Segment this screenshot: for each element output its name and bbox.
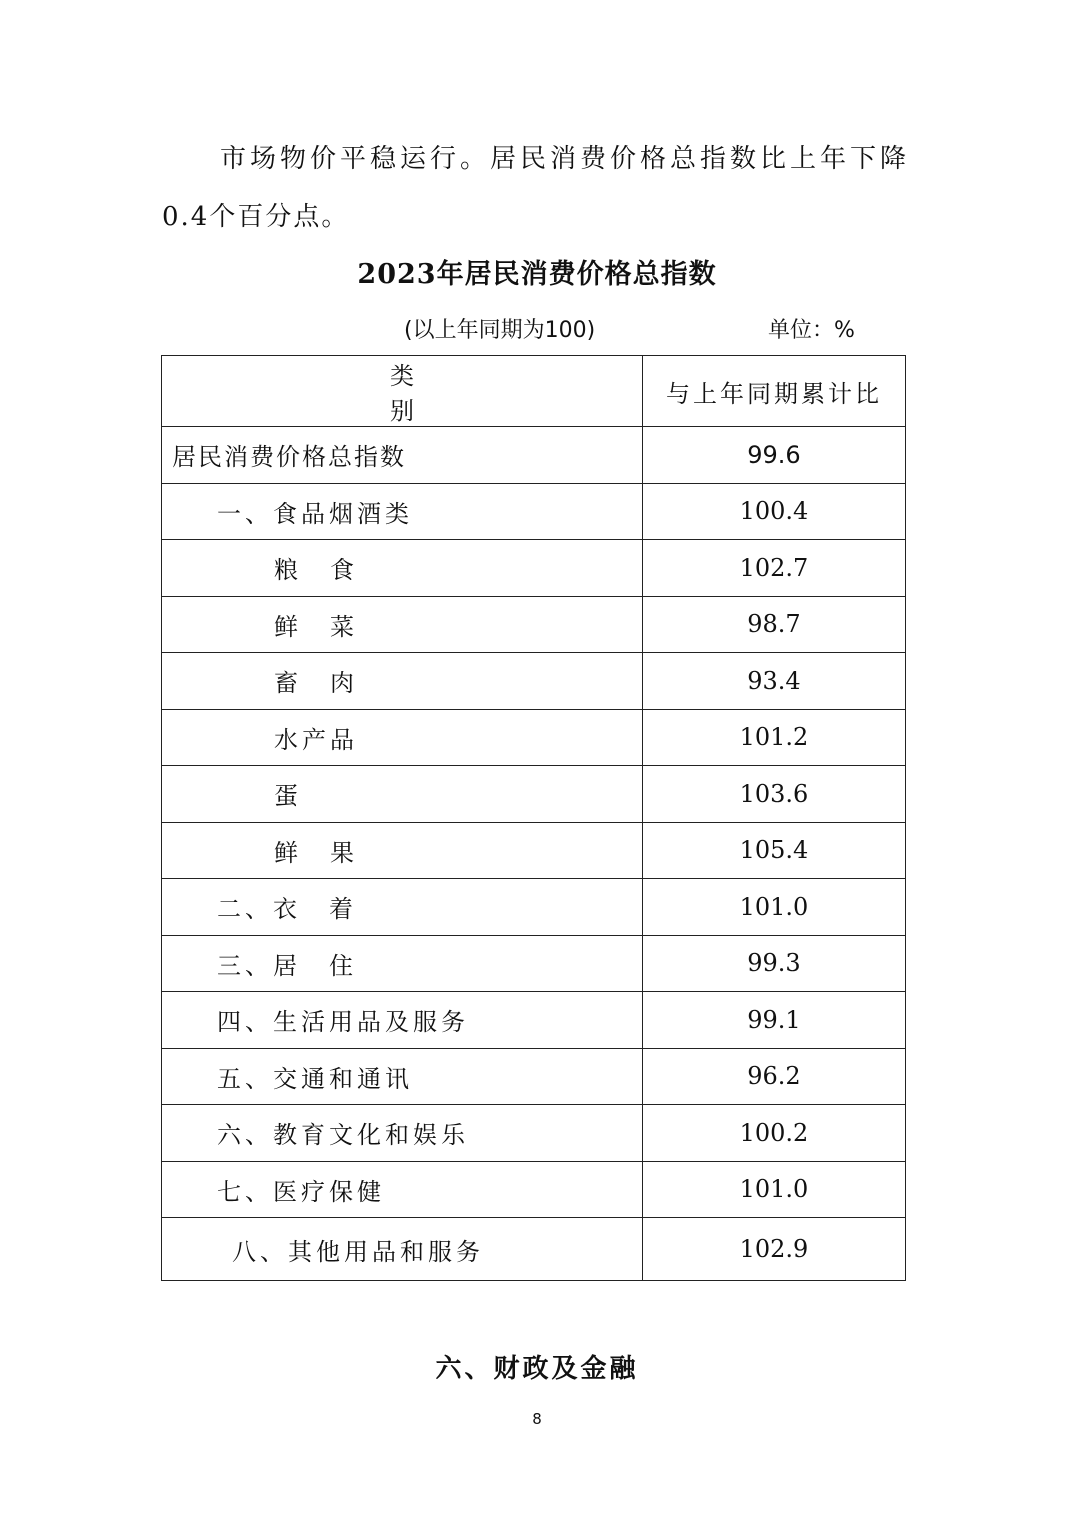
table-row — [162, 1105, 906, 1162]
intro-line-1: 市场物价平稳运行。居民消费价格总指数比上年下降 — [220, 144, 911, 174]
row-value: 96.2 — [642, 1048, 905, 1105]
row-label: 鲜 菜 — [162, 596, 643, 653]
table-row — [162, 1048, 906, 1105]
row-value: 98.7 — [642, 596, 905, 653]
row-value: 102.7 — [642, 540, 905, 597]
cpi-table — [161, 355, 906, 1281]
row-value: 100.2 — [642, 1105, 905, 1162]
table-row — [162, 935, 906, 992]
intro-line-2: 0.4个百分点。 — [162, 202, 350, 232]
table-row — [162, 653, 906, 710]
row-value: 101.2 — [642, 709, 905, 766]
row-value: 103.6 — [642, 766, 905, 823]
row-label: 畜 肉 — [162, 653, 643, 710]
page-number: 8 — [532, 1410, 542, 1428]
row-value: 101.0 — [642, 1161, 905, 1218]
table-row — [162, 992, 906, 1049]
row-value: 99.6 — [642, 427, 905, 484]
row-label: 二、衣 着 — [162, 879, 643, 936]
row-label: 六、教育文化和娱乐 — [162, 1105, 643, 1162]
table-row — [162, 822, 906, 879]
table-row — [162, 709, 906, 766]
table-row — [162, 1218, 906, 1281]
row-label: 四、生活用品及服务 — [162, 992, 643, 1049]
unit-label: 单位：% — [768, 318, 855, 343]
row-label: 鲜 果 — [162, 822, 643, 879]
row-label: 水产品 — [162, 709, 643, 766]
row-label: 八、其他用品和服务 — [162, 1218, 643, 1281]
row-label: 七、医疗保健 — [162, 1161, 643, 1218]
row-label: 五、交通和通讯 — [162, 1048, 643, 1105]
row-value: 105.4 — [642, 822, 905, 879]
row-value: 101.0 — [642, 879, 905, 936]
table-subtitle: (以上年同期为100) — [404, 318, 596, 343]
row-label: 蛋 — [162, 766, 643, 823]
row-value: 93.4 — [642, 653, 905, 710]
row-value: 102.9 — [642, 1218, 905, 1281]
table-row — [162, 766, 906, 823]
row-value: 99.3 — [642, 935, 905, 992]
table-row — [162, 1161, 906, 1218]
intro-paragraph — [162, 130, 922, 246]
table-row — [162, 427, 906, 484]
column-header-category: 类 别 — [162, 356, 643, 427]
table-title: 2023年居民消费价格总指数 — [357, 259, 717, 290]
row-label: 粮 食 — [162, 540, 643, 597]
row-label: 居民消费价格总指数 — [162, 427, 643, 484]
row-value: 100.4 — [642, 483, 905, 540]
column-header-value: 与上年同期累计比 — [642, 356, 905, 427]
row-label: 三、居 住 — [162, 935, 643, 992]
table-header-row — [162, 356, 906, 427]
table-row — [162, 483, 906, 540]
table-row — [162, 596, 906, 653]
table-row — [162, 879, 906, 936]
table-row — [162, 540, 906, 597]
section-heading: 六、财政及金融 — [435, 1354, 639, 1384]
row-value: 99.1 — [642, 992, 905, 1049]
row-label: 一、食品烟酒类 — [162, 483, 643, 540]
